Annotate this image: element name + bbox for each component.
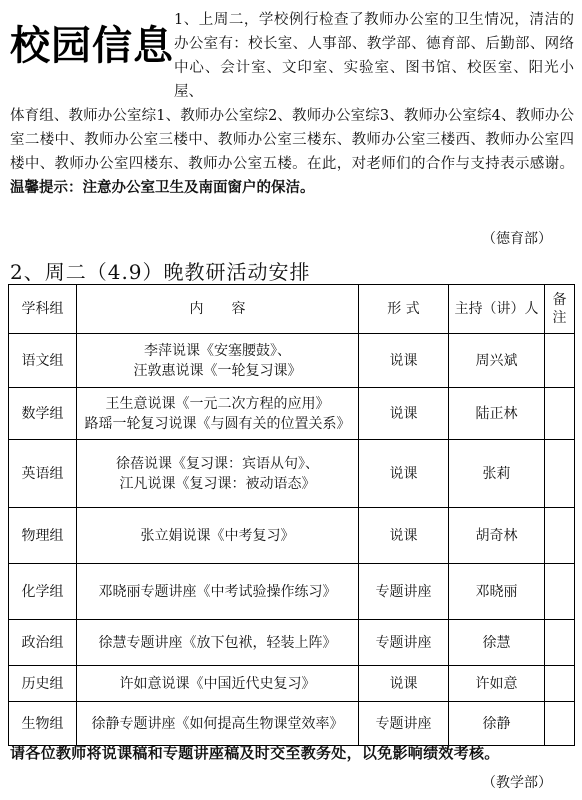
cell-content: 邓晓丽专题讲座《中考试验操作练习》 bbox=[77, 564, 359, 620]
cell-content: 王生意说课《一元二次方程的应用》 路瑶一轮复习说课《与圆有关的位置关系》 bbox=[77, 388, 359, 440]
cell-host: 徐慧 bbox=[449, 620, 545, 666]
section-title: 2、周二（4.9）晚教研活动安排 bbox=[10, 260, 311, 284]
header-content: 内 容 bbox=[77, 285, 359, 334]
cell-form: 说课 bbox=[359, 508, 449, 564]
table-row bbox=[9, 440, 575, 508]
notice-paragraph-1: 1、上周二，学校例行检查了教师办公室的卫生情况，清洁的办公室有：校长室、人事部、教学部、德育部、后勤部、网络中心、会计室、文印室、实验室、图书馆、校医室、阳光小屋、 bbox=[174, 12, 574, 100]
cell-host: 张莉 bbox=[449, 440, 545, 508]
cell-note bbox=[545, 334, 575, 388]
cell-content: 李萍说课《安塞腰鼓》、 汪敦惠说课《一轮复习课》 bbox=[77, 334, 359, 388]
cell-host: 陆正林 bbox=[449, 388, 545, 440]
cell-form: 专题讲座 bbox=[359, 564, 449, 620]
cell-form: 说课 bbox=[359, 666, 449, 702]
table-row bbox=[9, 388, 575, 440]
footer-signature: （教学部） bbox=[482, 775, 552, 791]
cell-content: 徐静专题讲座《如何提高生物课堂效率》 bbox=[77, 702, 359, 746]
header-note: 备注 bbox=[545, 285, 575, 334]
cell-content: 徐慧专题讲座《放下包袱，轻装上阵》 bbox=[77, 620, 359, 666]
cell-form: 说课 bbox=[359, 440, 449, 508]
cell-content: 张立娟说课《中考复习》 bbox=[77, 508, 359, 564]
cell-group: 历史组 bbox=[9, 666, 77, 702]
table-row bbox=[9, 666, 575, 702]
cell-host: 许如意 bbox=[449, 666, 545, 702]
cell-note bbox=[545, 564, 575, 620]
cell-content: 徐蓓说课《复习课：宾语从句》、 江凡说课《复习课：被动语态》 bbox=[77, 440, 359, 508]
cell-note bbox=[545, 620, 575, 666]
cell-form: 专题讲座 bbox=[359, 620, 449, 666]
cell-note bbox=[545, 702, 575, 746]
table-row bbox=[9, 508, 575, 564]
cell-form: 专题讲座 bbox=[359, 702, 449, 746]
notice-signature: （德育部） bbox=[482, 231, 552, 247]
cell-host: 邓晓丽 bbox=[449, 564, 545, 620]
notice-reminder: 温馨提示：注意办公室卫生及南面窗户的保洁。 bbox=[10, 179, 315, 196]
cell-content: 许如意说课《中国近代史复习》 bbox=[77, 666, 359, 702]
table-row bbox=[9, 564, 575, 620]
header-host: 主持（讲）人 bbox=[449, 285, 545, 334]
table-row bbox=[9, 620, 575, 666]
notice-paragraph-2 bbox=[10, 104, 574, 200]
cell-group: 数学组 bbox=[9, 388, 77, 440]
cell-group: 物理组 bbox=[9, 508, 77, 564]
submission-note: 请各位教师将说课稿和专题讲座稿及时交至教务处，以免影响绩效考核。 bbox=[10, 744, 500, 762]
notice-text: 体育组、教师办公室综1、教师办公室综2、教师办公室综3、教师办公室综4、教师办公室二楼中、教师办公室三楼中、教师办公室三楼东、教师办公室三楼西、教师办公室四楼中、教师办公室四楼东、教师办公室五楼。在此，对老师们的合作与支持表示感谢。 bbox=[10, 108, 574, 172]
header-form: 形 式 bbox=[359, 285, 449, 334]
table-row bbox=[9, 334, 575, 388]
cell-host: 周兴斌 bbox=[449, 334, 545, 388]
cell-host: 胡奇林 bbox=[449, 508, 545, 564]
cell-group: 生物组 bbox=[9, 702, 77, 746]
cell-group: 语文组 bbox=[9, 334, 77, 388]
cell-group: 英语组 bbox=[9, 440, 77, 508]
cell-note bbox=[545, 440, 575, 508]
header-group: 学科组 bbox=[9, 285, 77, 334]
table-row bbox=[9, 702, 575, 746]
cell-group: 化学组 bbox=[9, 564, 77, 620]
cell-host: 徐静 bbox=[449, 702, 545, 746]
cell-form: 说课 bbox=[359, 388, 449, 440]
schedule-table bbox=[8, 284, 575, 746]
cell-form: 说课 bbox=[359, 334, 449, 388]
cell-note bbox=[545, 508, 575, 564]
masthead-title: 校园信息 bbox=[10, 23, 174, 69]
cell-note bbox=[545, 666, 575, 702]
cell-group: 政治组 bbox=[9, 620, 77, 666]
cell-note bbox=[545, 388, 575, 440]
table-header-row bbox=[9, 285, 575, 334]
